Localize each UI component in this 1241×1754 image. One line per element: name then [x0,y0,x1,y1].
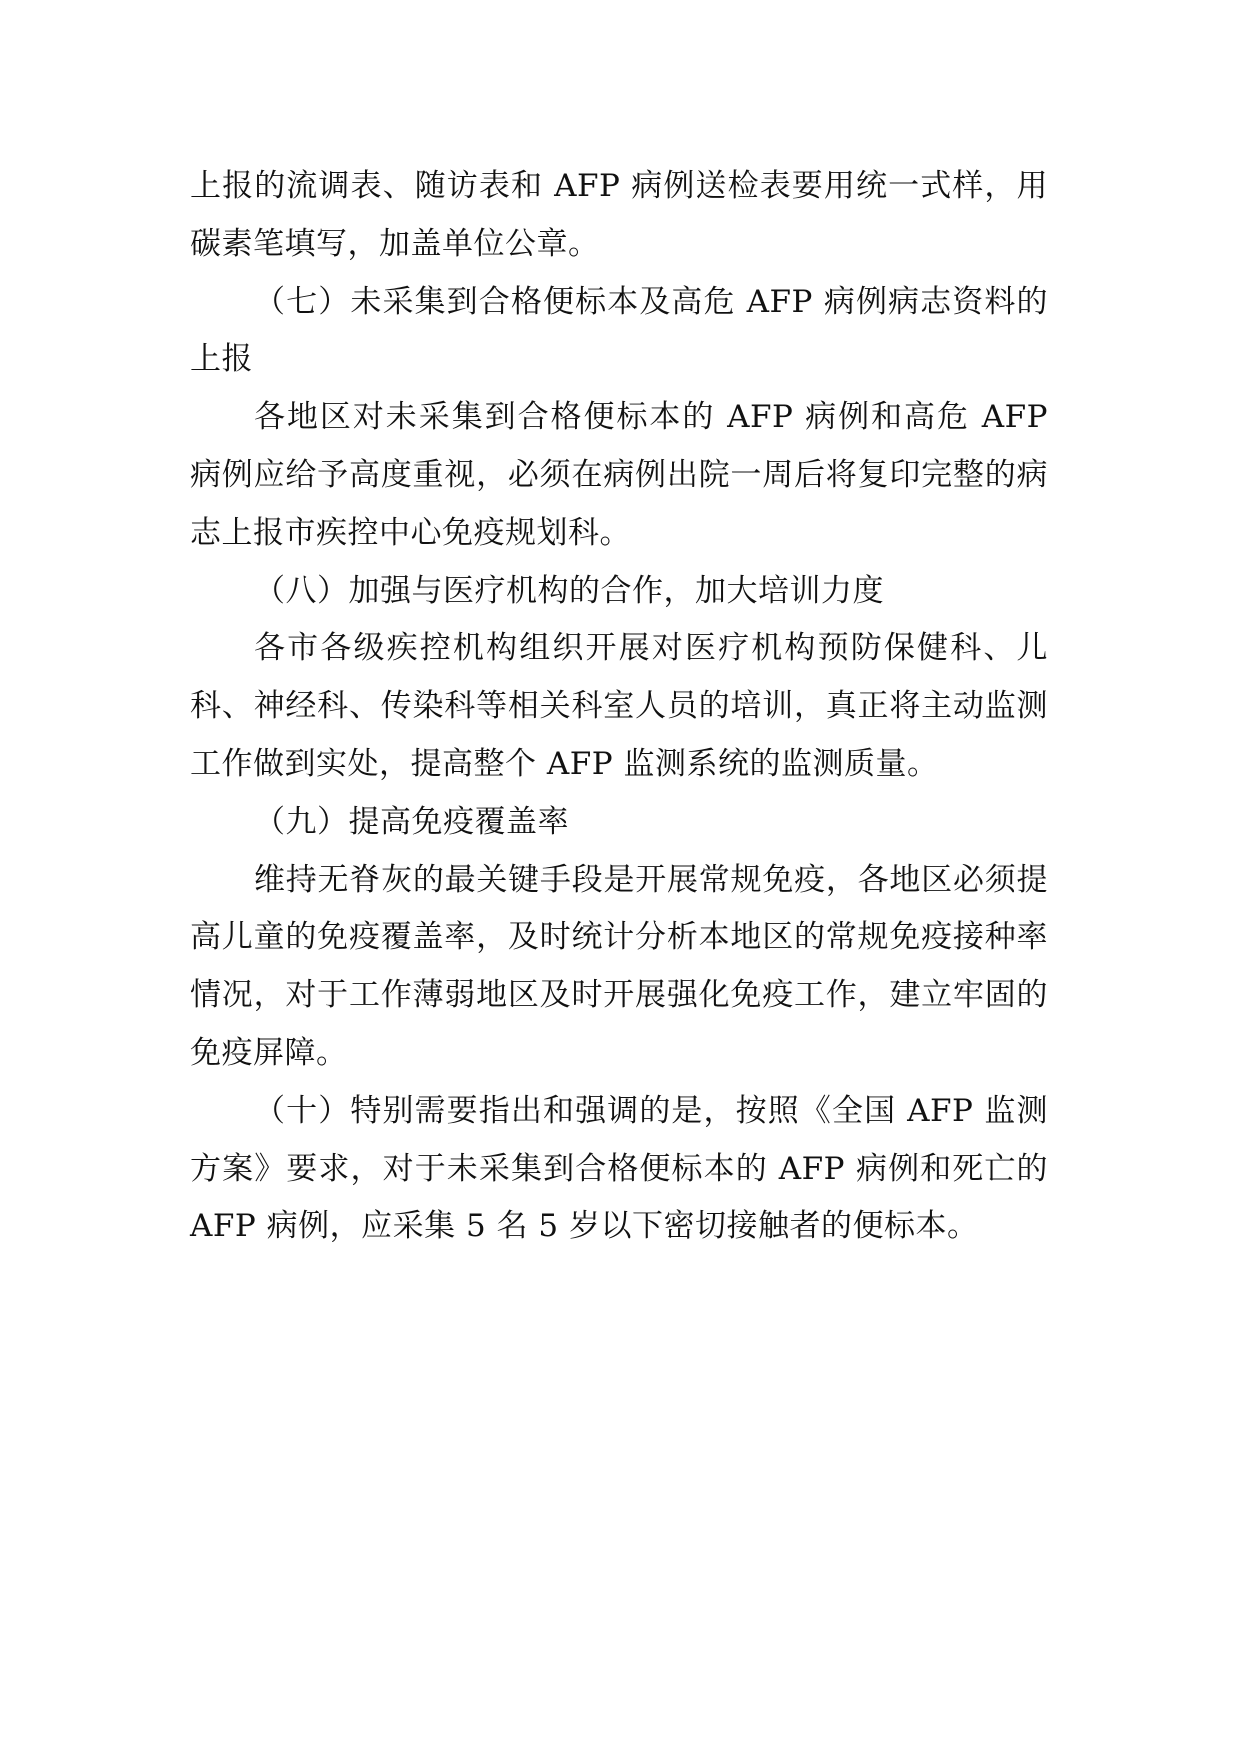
section-heading-9: （九）提高免疫覆盖率 [254,803,569,840]
paragraph-section-7: 各地区对未采集到合格便标本的 AFP 病例和高危 AFP 病例应给予高度重视，必须在病例出院一周后将复印完整的病志上报市疾控中心免疫规划科。 [190,399,1048,551]
paragraph-continuation: 上报的流调表、随访表和 AFP 病例送检表要用统一式样，用碳素笔填写，加盖单位公章。 [190,168,1048,262]
paragraph-section-9: 维持无脊灰的最关键手段是开展常规免疫，各地区必须提高儿童的免疫覆盖率，及时统计分析本地区的常规免疫接种率情况，对于工作薄弱地区及时开展强化免疫工作，建立牢固的免疫屏障。 [190,861,1048,1071]
section-heading-8: （八）加强与医疗机构的合作，加大培训力度 [254,572,884,609]
document-body [190,158,1048,1256]
section-heading-10: （十）特别需要指出和强调的是，按照《全国 AFP 监测方案》要求，对于未采集到合格便标本的 AFP 病例和死亡的 AFP 病例，应采集 5 名 5 岁以下密切接触者的便标本。 [190,1092,1048,1245]
section-heading-7: （七）未采集到合格便标本及高危 AFP 病例病志资料的上报 [190,283,1048,378]
paragraph-section-8: 各市各级疾控机构组织开展对医疗机构预防保健科、儿科、神经科、传染科等相关科室人员的培训，真正将主动监测工作做到实处，提高整个 AFP 监测系统的监测质量。 [190,630,1048,782]
